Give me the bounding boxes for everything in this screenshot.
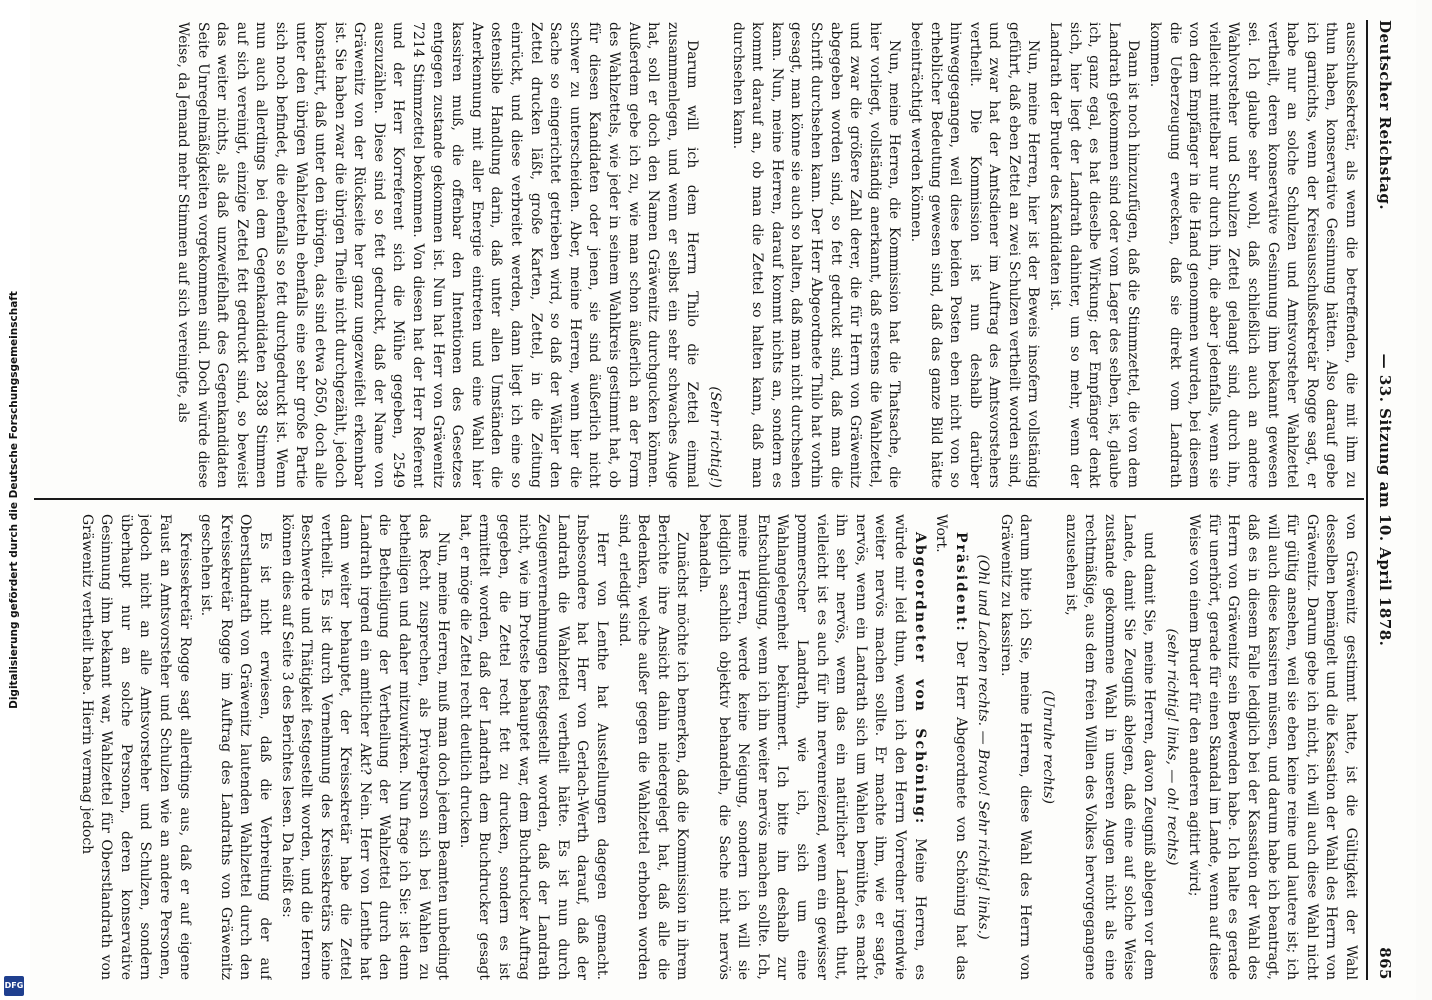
paragraph: von Gräwenitz gestimmt hatte, ist die Gültigkeit der Wahl desselben bemängelt und die Kassation der Wahl des Herrn von Gräwenitz. Darum gebe ich nicht, ich will auch diese Wahl nicht für gültig ansehen, weil sie eben keine reine und lautere ist; ich will auch diese kassiren müssen, und darum habe ich beantragt, daß es in diesem Falle lediglich bei der Kassation der Wahl des Herrn von Gräwenitz sein Bewenden habe. Ich halte es gerade für unerhört, gerade für einen Skandal im Lande, wenn auf diese Weise von einem Bruder für den anderen agitirt wird;	[1186, 514, 1359, 980]
interjection: (Unruhe rechts)	[1040, 690, 1057, 804]
header-rule	[1366, 20, 1368, 980]
paragraph: Herr von Lenthe hat Ausstellungen dagegen gemacht. Insbesondere hat Herr von Gerlach-Werth darauf, daß der Landrath die Wahlzettel vertheilt hätte. Es ist nun durch Zeugenvernehmungen festgestellt worden, daß der Landrath nicht, wie im Proteste behauptet war, dem Buchdrucker Auftrag gegeben, die Zettel recht fett zu drucken, sondern es ist ermittelt worden, daß der Landrath dem Buchdrucker gesagt hat, er möge die Zettel recht deutlich drucken.	[456, 514, 611, 980]
quote-paragraph: Es ist nicht erwiesen, daß die Verbreitung der auf Oberstlandrath von Gräwenitz lautenden Wahlzettel durch den Kreissekretär Rogge im Auftrag des Landraths von Gräwenitz geschehen ist.	[198, 514, 273, 980]
page-header	[1370, 20, 1396, 980]
paragraph: ausschußsekretär, als wenn die betreffenden, die mit ihm zu thun haben, konservative Gesinnung hätten. Also darauf gebe ich garnichts, wenn der Kreisausschußsekretär Rogge sagt, er habe nur an solche Schulzen und Amtsvorsteher Wahlzettel vertheilt, deren konservative Gesinnung ihm bekannt gewesen sei. Ich glaube sehr wohl, daß schließlich auch an andere Wahlvorsteher und Schulzen Zettel gelangt sind, durch ihn, vielleicht mittelbar nur durch ihn, die aber jedenfalls, wenn sie von dem Empfänger in die Hand genommen wurden, bei diesem die Ueberzeugung erwecken, daß sie direkt vom Landrath kommen.	[1147, 22, 1359, 488]
speaker-text: Meine Herren, es würde mir leid thun, wenn ich den Herrn Vorredner irgendwie weiter nervös machen sollte. Er machte ihm, wie er sagte, nervös, wenn ein Landrath sich um Wahlen bemühte, es macht ihn sehr nervös, wenn das ein natürlicher Landrath thut, vielleicht ist es auch für ihn nervenreizend, wenn ein gewisser pommerscher Landrath, wie ich, sich um eine Wahlangelegenheit bekümmert. Ich bitte ihn deshalb zur Entschuldigung, wenn ich ihn weiter nervös machen sollte. Ich, meine Herren, werde keine Neigung, sondern ich will sie lediglich sachlich objektiv behandeln, die Sache nicht nervös behandeln.	[696, 514, 928, 980]
dfg-logo-icon: DFG	[4, 976, 24, 996]
interjection: (Sehr richtig!)	[707, 386, 723, 488]
paragraph: Nun, meine Herren, hier ist der Beweis insofern vollständig geführt, daß eben Zettel an zwei Schulzen vertheilt worden sind, und zwar hat der Amtsdiener im Auftrag des Amtsvorstehers vertheilt. Die Kommission ist nun deshalb darüber hinweggegangen, weil diese beiden Posten eben nicht von so erheblicher Bedeutung gewesen sind, daß das ganze Bild hätte beeinträchtigt werden können.	[907, 22, 1042, 488]
scanned-page	[16, 0, 1416, 1000]
paragraph: Dann ist noch hinzuzufügen, daß die Stimmzettel, die von dem Landrath gekommen sind oder vom Lager des selben, ist, glaube ich, ganz egal, es hat dieselbe Wirkung; der Empfänger denkt sich, hier liegt der Landrath dahinter, um so mehr, wenn der Landrath der Bruder des Kandidaten ist.	[1047, 22, 1142, 488]
speaker-paragraph	[931, 514, 970, 980]
speaker-text: Der Herr Abgeordnete von Schöning hat das Wort.	[933, 514, 969, 980]
header-publication: Deutscher Reichstag.	[1376, 20, 1394, 211]
paragraph: darum bitte ich Sie, meine Herren, diese Wahl des Herrn von Gräwenitz zu kassiren.	[997, 514, 1034, 980]
left-column	[30, 22, 1360, 488]
right-column	[30, 514, 1360, 980]
interjection: (sehr richtig! links, — oh! rechts)	[1163, 628, 1180, 866]
paragraph: Zunächst möchte ich bemerken, daß die Kommission in ihrem Berichte ihre Ansicht dahin niedergelegt hat, daß alle die Bedenken, welche außer gegen die Wahlzettel erhoben worden sind, erledigt sind.	[615, 514, 691, 980]
paragraph: Nun, meine Herren, die Kommission hat die Thatsache, die hier vorliegt, vollständig anerkannt, daß erstens die Wahlzettel, und zwar die größere Zahl derer, die für Herrn von Gräwenitz abgegeben worden sind, so fett gedruckt sind, daß man die Schrift durchsehen kann. Der Herr Abgeordnete Thilo hat vorhin gesagt, man könne sie auch so halten, daß man nicht durchsehen kann. Nun, meine Herren, darauf kommt nichts an, sondern es kommt darauf an, ob man die Zettel so halten kann, daß man durchsehen kann.	[729, 22, 903, 488]
paragraph: und damit Sie, meine Herren, davon Zeugniß ablegen vor dem Lande, damit Sie Zeugniß ablegen, daß eine auf solche Weise zustande gekommene Wahl in unseren Augen nicht als eine rechtmäßige, aus dem freien Willen des Volkes hervorgegangene anzusehen ist,	[1062, 514, 1158, 980]
speaker-paragraph	[693, 514, 928, 980]
column-divider	[34, 498, 1364, 500]
paragraph: Darum will ich dem Herrn Thilo die Zettel einmal zusammenlegen, und wenn er selbst ein sehr schwaches Auge hat, soll er doch den Namen Gräwenitz durchgucken können. Außerdem gebe ich zu, wie man schon äußerlich an der Form des Wahlzettels, wie jeder in seinem Wahlkreis gestimmt hat, ob für diesen Kandidaten oder jenen, sie sind äußerlich nicht schwer zu unterscheiden. Aber, meine Herren, wenn hier die Sache so eingerichtet getrieben wird, so daß der Wähler den Zettel drucken läßt, große Karten, Zettel, in die Zeitung einrückt, und diese verbreitet werden, dann liegt ich eine so ostensible Handlung darin, daß unter allen Umständen die Anerkennung mit aller Energie eintreten und eine Wahl hier kassiren muß, die offenbar den Intentionen des Gesetzes entgegen zustande gekommen ist. Nun hat Herr von Gräwenitz 7214 Stimmzettel bekommen. Von diesen hat der Herr Referent und der Herr Korreferent sich die Mühe gegeben, 2549 auszuzählen. Diese sind so fett gedruckt, daß der Name von Gräwenitz von der Rückseite her ganz ungezweifelt erkennbar ist. Sie haben zwar die übrigen Theile nicht durchgezählt, jedoch konstatirt, daß unter den übrigen, das sind etwa 2650, doch alle unter den übrigen Wahlzetteln ebenfalls eine sehr große Partie sich noch befindet, die ebenfalls so fett durchgedruckt ist. Wenn nun auch allerdings bei dem Gegenkandidaten 2838 Stimmen auf sich vereinigt, einzige Zettel fett gedruckt sind, so beweist das weiter nichts, als daß unzweifelhaft des Gegenkandidaten Seite Unregelmäßigkeiten vorgekommen sind. Doch würde diese Weise, da Jemand mehr Stimmen auf sich vereinigte, als	[174, 22, 701, 488]
speaker-label: Abgeordneter von Schöning:	[911, 532, 928, 826]
digitization-sidebar	[0, 0, 30, 1000]
digitization-note: Digitalisierung gefördert durch die Deutsche Forschungsgemeinschaft	[8, 291, 20, 709]
paragraph: Nun, meine Herren, muß man doch jedem Beamten unbedingt das Recht zusprechen, als Privatperson sich bei Wahlen zu betheiligen und daher mitzuwirken. Nun frage ich Sie: ist denn die Betheiligung der Vertheilung der Wahlzettel durch den Landrath irgend ein amtlicher Akt? Nein. Herr von Lenthe hat dann weiter behauptet, der Kreissekretär habe die Zettel vertheilt. Es ist durch Vernehmung des Kreissekretärs keine Beschwerde und Thätigkeit festgestellt worden, und die Herren können dies auf Seite 3 des Berichtes lesen. Da heißt es:	[278, 514, 452, 980]
header-session: — 33. Sitzung am 10. April 1878.	[1376, 353, 1394, 647]
quote-paragraph: Kreissekretär Rogge sagt allerdings aus, daß er auf eigene Faust an Amtsvorsteher und Schulzen wie an andere Personen, jedoch nicht an alle Amtsvorsteher und Schulzen, sondern überhaupt nur an solche Personen, deren konservative Gesinnung ihm bekannt war, Wahlzettel für Oberstlandrath von Gräwenitz vertheilt habe. Hierin vermag jedoch	[78, 514, 193, 980]
header-page-number: 865	[1376, 947, 1394, 980]
interjection: (Ohl und Lachen rechts. — Bravo! Sehr richtig! links.)	[975, 554, 992, 940]
speaker-label: Präsident:	[952, 532, 969, 633]
